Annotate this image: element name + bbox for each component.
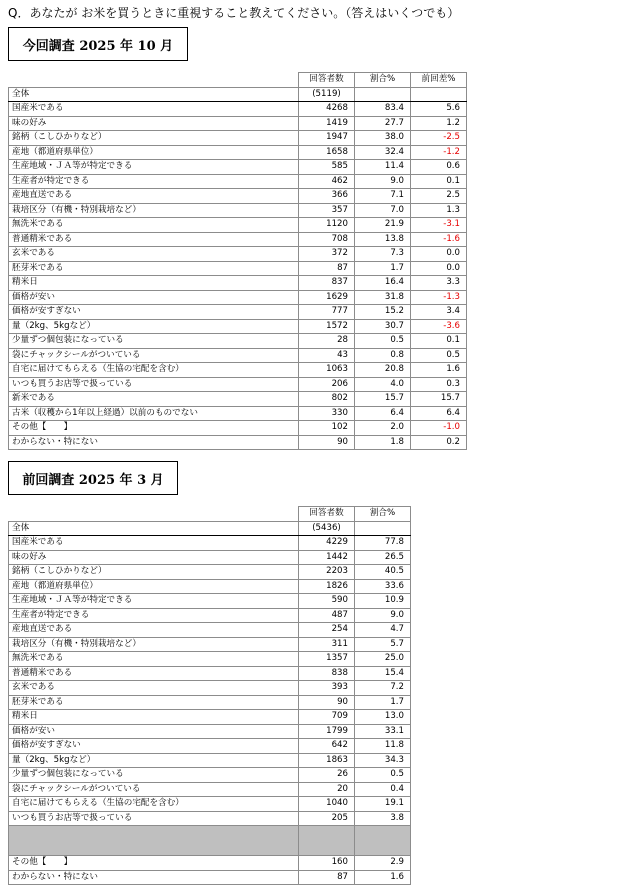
row-diff: 6.4 (411, 406, 467, 421)
table-row (9, 189, 467, 204)
previous-survey-title: 前回調査 2025 年 3 月 (8, 461, 178, 495)
row-label: 玄米である (9, 681, 299, 696)
row-diff: -3.6 (411, 319, 467, 334)
row-label: 無洗米である (9, 218, 299, 233)
table-row (9, 145, 467, 160)
row-count: 487 (299, 608, 355, 623)
row-label: 味の好み (9, 116, 299, 131)
row-pct: 11.8 (355, 739, 411, 754)
row-label: 無洗米である (9, 652, 299, 667)
table-row (9, 435, 467, 450)
row-count: 777 (299, 305, 355, 320)
row-label: 少量ずつ個包装になっている (9, 768, 299, 783)
row-label: 量（2kg、5kgなど） (9, 319, 299, 334)
table-row (9, 319, 467, 334)
row-label: 自宅に届けてもらえる（生協の宅配を含む） (9, 797, 299, 812)
row-count: 1863 (299, 753, 355, 768)
row-diff: 0.1 (411, 174, 467, 189)
row-count: 585 (299, 160, 355, 175)
total-label: 全体 (9, 87, 299, 102)
table-row (9, 724, 411, 739)
previous-survey-table (8, 506, 411, 885)
row-count: 1658 (299, 145, 355, 160)
row-count: 462 (299, 174, 355, 189)
row-pct: 4.7 (355, 623, 411, 638)
table-row (9, 305, 467, 320)
row-count: 311 (299, 637, 355, 652)
total-row (9, 521, 411, 536)
row-count: 20 (299, 782, 355, 797)
row-count: 1572 (299, 319, 355, 334)
row-pct: 0.8 (355, 348, 411, 363)
row-pct: 27.7 (355, 116, 411, 131)
header-count: 回答者数 (299, 507, 355, 522)
row-count: 43 (299, 348, 355, 363)
table-row (9, 782, 411, 797)
row-pct: 1.8 (355, 435, 411, 450)
row-label: 産地（都道府県単位） (9, 145, 299, 160)
row-label: 自宅に届けてもらえる（生協の宅配を含む） (9, 363, 299, 378)
row-diff: 0.2 (411, 435, 467, 450)
row-pct: 13.0 (355, 710, 411, 725)
row-pct: 25.0 (355, 652, 411, 667)
row-count: 709 (299, 710, 355, 725)
row-diff: 0.1 (411, 334, 467, 349)
row-pct: 40.5 (355, 565, 411, 580)
row-diff: 3.4 (411, 305, 467, 320)
row-label: 国産米である (9, 536, 299, 551)
row-pct: 15.7 (355, 392, 411, 407)
row-diff: 0.0 (411, 261, 467, 276)
table-row (9, 160, 467, 175)
table-row (9, 232, 467, 247)
row-diff: 1.6 (411, 363, 467, 378)
row-pct: 7.3 (355, 247, 411, 262)
row-label: 量（2kg、5kgなど） (9, 753, 299, 768)
row-label: 生産地域・ＪＡ等が特定できる (9, 594, 299, 609)
table-row (9, 377, 467, 392)
row-diff: -1.0 (411, 421, 467, 436)
row-diff: 2.5 (411, 189, 467, 204)
table-row (9, 608, 411, 623)
header-count: 回答者数 (299, 73, 355, 88)
row-diff: 15.7 (411, 392, 467, 407)
row-diff: 0.5 (411, 348, 467, 363)
row-pct: 3.8 (355, 811, 411, 826)
row-label: 袋にチャックシールがついている (9, 348, 299, 363)
row-diff: 5.6 (411, 102, 467, 117)
header-diff: 前回差% (411, 73, 467, 88)
total-diff-empty (411, 87, 467, 102)
row-pct: 13.8 (355, 232, 411, 247)
table-row (9, 753, 411, 768)
row-pct: 77.8 (355, 536, 411, 551)
row-pct: 38.0 (355, 131, 411, 146)
table-row (9, 870, 411, 885)
row-pct: 9.0 (355, 608, 411, 623)
gray-band-row (9, 826, 411, 856)
row-diff: 0.3 (411, 377, 467, 392)
table-row (9, 565, 411, 580)
table-row (9, 695, 411, 710)
row-pct: 15.2 (355, 305, 411, 320)
row-pct: 33.6 (355, 579, 411, 594)
row-pct: 6.4 (355, 406, 411, 421)
row-label: 新米である (9, 392, 299, 407)
table-row (9, 594, 411, 609)
row-label: 銘柄（こしひかりなど） (9, 131, 299, 146)
table-row (9, 131, 467, 146)
row-pct: 16.4 (355, 276, 411, 291)
gray-band-cell (9, 826, 299, 856)
row-count: 366 (299, 189, 355, 204)
table-row (9, 811, 411, 826)
row-diff: -1.6 (411, 232, 467, 247)
row-label: 栽培区分（有機・特別栽培など） (9, 637, 299, 652)
row-label: 玄米である (9, 247, 299, 262)
row-pct: 26.5 (355, 550, 411, 565)
table-row (9, 797, 411, 812)
row-label: 胚芽米である (9, 695, 299, 710)
row-count: 372 (299, 247, 355, 262)
row-pct: 32.4 (355, 145, 411, 160)
current-survey-title: 今回調査 2025 年 10 月 (8, 27, 188, 61)
table-row (9, 102, 467, 117)
row-label: わからない・特にない (9, 435, 299, 450)
row-label: 胚芽米である (9, 261, 299, 276)
row-diff: 0.6 (411, 160, 467, 175)
total-count: (5119) (299, 87, 355, 102)
table-row (9, 710, 411, 725)
row-label: 精米日 (9, 710, 299, 725)
row-label: その他【 】 (9, 856, 299, 871)
table-row (9, 550, 411, 565)
row-label: 価格が安すぎない (9, 739, 299, 754)
row-label: 産地直送である (9, 189, 299, 204)
header-blank-cell (9, 73, 299, 88)
table-row (9, 174, 467, 189)
table-row (9, 666, 411, 681)
table-row (9, 579, 411, 594)
row-count: 838 (299, 666, 355, 681)
total-pct-empty (355, 521, 411, 536)
row-pct: 33.1 (355, 724, 411, 739)
row-count: 1442 (299, 550, 355, 565)
row-label: 生産者が特定できる (9, 608, 299, 623)
row-pct: 10.9 (355, 594, 411, 609)
row-label: 価格が安い (9, 724, 299, 739)
table-row (9, 363, 467, 378)
row-count: 330 (299, 406, 355, 421)
row-pct: 20.8 (355, 363, 411, 378)
row-count: 642 (299, 739, 355, 754)
row-count: 708 (299, 232, 355, 247)
table-row (9, 116, 467, 131)
row-count: 357 (299, 203, 355, 218)
row-label: その他【 】 (9, 421, 299, 436)
row-count: 802 (299, 392, 355, 407)
row-count: 1357 (299, 652, 355, 667)
table-row (9, 276, 467, 291)
row-diff: 1.2 (411, 116, 467, 131)
row-label: いつも買うお店等で扱っている (9, 811, 299, 826)
row-count: 1947 (299, 131, 355, 146)
row-label: 精米日 (9, 276, 299, 291)
row-label: 普通精米である (9, 666, 299, 681)
row-diff: -1.3 (411, 290, 467, 305)
table-row (9, 348, 467, 363)
row-count: 837 (299, 276, 355, 291)
row-label: 銘柄（こしひかりなど） (9, 565, 299, 580)
row-label: わからない・特にない (9, 870, 299, 885)
row-count: 87 (299, 870, 355, 885)
table-row (9, 203, 467, 218)
row-diff: 0.0 (411, 247, 467, 262)
table-row (9, 637, 411, 652)
row-pct: 0.5 (355, 768, 411, 783)
row-pct: 7.0 (355, 203, 411, 218)
table-row (9, 652, 411, 667)
row-label: 価格が安い (9, 290, 299, 305)
row-label: 価格が安すぎない (9, 305, 299, 320)
row-pct: 30.7 (355, 319, 411, 334)
row-pct: 7.2 (355, 681, 411, 696)
row-count: 160 (299, 856, 355, 871)
row-count: 393 (299, 681, 355, 696)
row-label: 少量ずつ個包装になっている (9, 334, 299, 349)
table-row (9, 392, 467, 407)
table-row (9, 406, 467, 421)
row-label: 産地直送である (9, 623, 299, 638)
table-header-row (9, 507, 411, 522)
row-label: 栽培区分（有機・特別栽培など） (9, 203, 299, 218)
total-row (9, 87, 467, 102)
row-pct: 2.9 (355, 856, 411, 871)
current-survey-table (8, 72, 467, 450)
table-row (9, 739, 411, 754)
row-pct: 1.7 (355, 695, 411, 710)
row-pct: 19.1 (355, 797, 411, 812)
row-count: 28 (299, 334, 355, 349)
table-row (9, 536, 411, 551)
row-count: 90 (299, 435, 355, 450)
row-count: 206 (299, 377, 355, 392)
row-count: 205 (299, 811, 355, 826)
row-count: 102 (299, 421, 355, 436)
table-row (9, 247, 467, 262)
table-row (9, 218, 467, 233)
row-count: 90 (299, 695, 355, 710)
row-pct: 83.4 (355, 102, 411, 117)
row-pct: 5.7 (355, 637, 411, 652)
row-pct: 34.3 (355, 753, 411, 768)
table-row (9, 334, 467, 349)
table-header-row (9, 73, 467, 88)
row-count: 26 (299, 768, 355, 783)
row-label: 味の好み (9, 550, 299, 565)
row-count: 1629 (299, 290, 355, 305)
row-label: 生産者が特定できる (9, 174, 299, 189)
row-count: 1063 (299, 363, 355, 378)
row-count: 87 (299, 261, 355, 276)
row-count: 2203 (299, 565, 355, 580)
row-count: 1826 (299, 579, 355, 594)
row-pct: 15.4 (355, 666, 411, 681)
table-row (9, 290, 467, 305)
gray-band-cell (355, 826, 411, 856)
row-count: 4268 (299, 102, 355, 117)
row-label: 生産地域・ＪＡ等が特定できる (9, 160, 299, 175)
header-pct: 割合% (355, 73, 411, 88)
row-pct: 7.1 (355, 189, 411, 204)
table-row (9, 768, 411, 783)
row-label: 国産米である (9, 102, 299, 117)
row-pct: 1.6 (355, 870, 411, 885)
row-count: 590 (299, 594, 355, 609)
row-count: 1419 (299, 116, 355, 131)
row-count: 1799 (299, 724, 355, 739)
row-label: 袋にチャックシールがついている (9, 782, 299, 797)
table-row (9, 421, 467, 436)
row-pct: 21.9 (355, 218, 411, 233)
row-pct: 11.4 (355, 160, 411, 175)
row-count: 254 (299, 623, 355, 638)
row-diff: -1.2 (411, 145, 467, 160)
row-pct: 1.7 (355, 261, 411, 276)
header-blank-cell (9, 507, 299, 522)
row-pct: 9.0 (355, 174, 411, 189)
row-label: いつも買うお店等で扱っている (9, 377, 299, 392)
total-pct-empty (355, 87, 411, 102)
row-pct: 0.4 (355, 782, 411, 797)
question-text: Q．あなたが お米を買うときに重視すること教えてください。（答えはいくつでも） (8, 6, 460, 20)
row-pct: 31.8 (355, 290, 411, 305)
row-label: 古米（収穫から1年以上経過）以前のものでない (9, 406, 299, 421)
row-count: 1040 (299, 797, 355, 812)
row-count: 1120 (299, 218, 355, 233)
row-diff: -2.5 (411, 131, 467, 146)
row-label: 普通精米である (9, 232, 299, 247)
row-label: 産地（都道府県単位） (9, 579, 299, 594)
row-pct: 0.5 (355, 334, 411, 349)
table-row (9, 856, 411, 871)
total-count: (5436) (299, 521, 355, 536)
row-diff: -3.1 (411, 218, 467, 233)
row-diff: 3.3 (411, 276, 467, 291)
header-pct: 割合% (355, 507, 411, 522)
row-pct: 2.0 (355, 421, 411, 436)
table-row (9, 623, 411, 638)
total-label: 全体 (9, 521, 299, 536)
table-row (9, 681, 411, 696)
row-diff: 1.3 (411, 203, 467, 218)
gray-band-cell (299, 826, 355, 856)
table-row (9, 261, 467, 276)
row-count: 4229 (299, 536, 355, 551)
row-pct: 4.0 (355, 377, 411, 392)
